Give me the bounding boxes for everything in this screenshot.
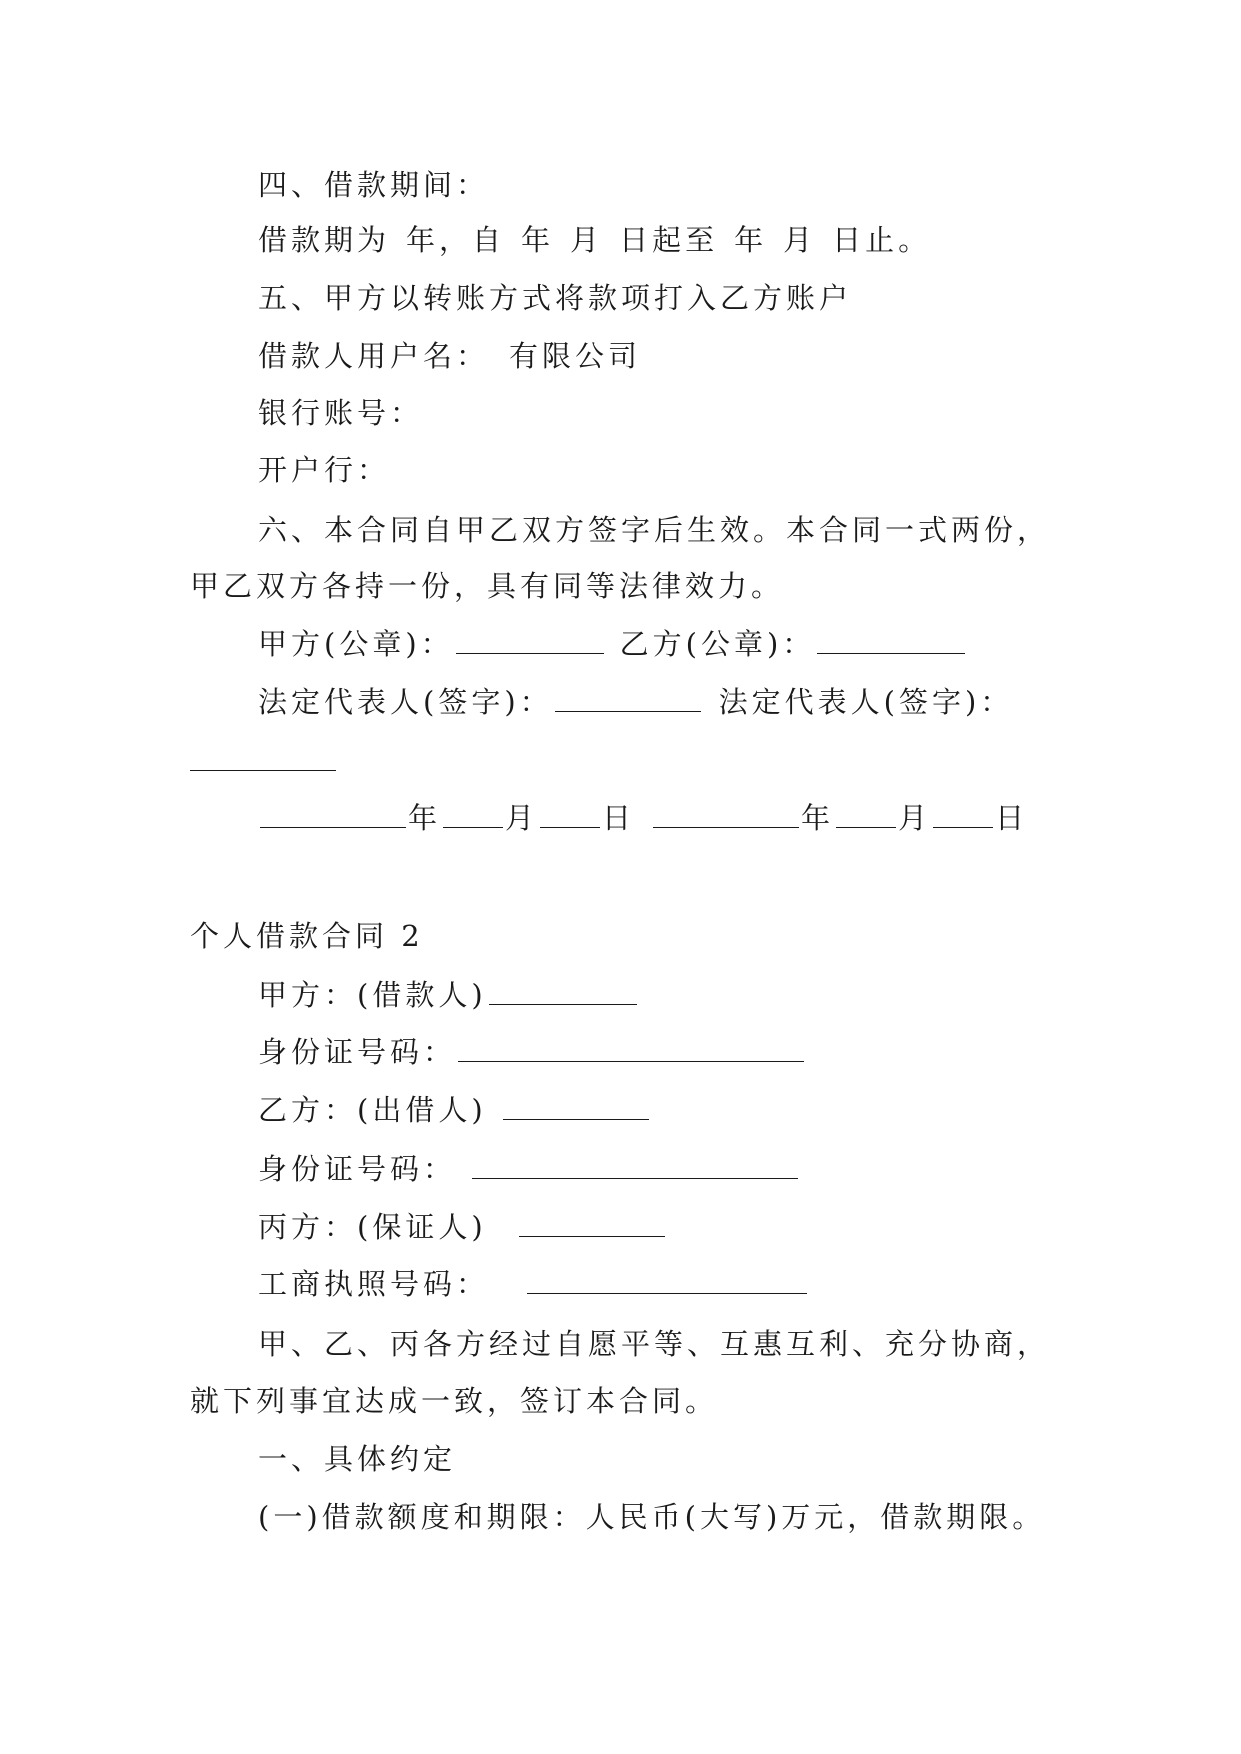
party-b-seal-label: 乙方(公章)： xyxy=(619,627,816,661)
clause1-heading: 一、具体约定 xyxy=(258,1442,457,1476)
account-name-line xyxy=(258,338,641,374)
day-b-blank xyxy=(933,803,993,828)
biz-license-line: 工商执照号码： xyxy=(258,1266,809,1302)
party-b-blank xyxy=(503,1095,649,1120)
id-no-b-blank xyxy=(472,1154,798,1179)
year-a-blank xyxy=(260,803,406,828)
legal-rep-line xyxy=(258,684,1013,720)
party-a-seal-label: 甲方(公章)： xyxy=(258,627,454,661)
preamble-line2: 就下列事宜达成一致，签订本合同。 xyxy=(190,1384,719,1418)
month-b-blank xyxy=(836,803,896,828)
party-c-line: 丙方：(保证人) xyxy=(258,1209,667,1245)
party-a-line: 甲方：(借款人) xyxy=(258,977,639,1013)
legal-rep-b-blank xyxy=(190,770,336,771)
party-b-seal-blank xyxy=(817,629,965,654)
year-b-blank xyxy=(653,803,799,828)
clause1-item1: (一)借款额度和期限：人民币(大写)万元，借款期限。 xyxy=(258,1500,1046,1534)
account-number-label: 银行账号： xyxy=(258,396,424,430)
day-a-blank xyxy=(540,803,600,828)
account-name-label: 借款人用户名： xyxy=(258,339,490,373)
party-c-blank xyxy=(519,1212,665,1237)
party-b-line: 乙方：(出借人) xyxy=(258,1092,651,1128)
legal-rep-a-label: 法定代表人(签字)： xyxy=(258,685,553,719)
date-line: 年 月 日 年 月 日 xyxy=(258,800,1028,836)
id-no-a-line: 身份证号码： xyxy=(258,1034,806,1070)
legal-rep-b-label: 法定代表人(签字)： xyxy=(718,685,1014,719)
loan-term-line: 借款期为 年，自 年 月 日起至 年 月 日止。 xyxy=(258,223,932,257)
section5-heading: 五、甲方以转账方式将款项打入乙方账户 xyxy=(258,281,853,315)
preamble-line1: 甲、乙、丙各方经过自愿平等、互惠互利、充分协商， xyxy=(258,1327,1051,1361)
biz-license-blank xyxy=(527,1269,807,1294)
party-a-seal-blank xyxy=(456,629,604,654)
id-no-b-line: 身份证号码： xyxy=(258,1151,800,1187)
id-no-a-blank xyxy=(458,1037,804,1062)
section4-heading: 四、借款期间： xyxy=(258,168,490,202)
section6-line1: 六、本合同自甲乙双方签字后生效。本合同一式两份， xyxy=(258,513,1051,547)
bank-label: 开户行： xyxy=(258,453,391,487)
contract2-title: 个人借款合同 2 xyxy=(190,919,424,953)
legal-rep-a-blank xyxy=(555,687,701,712)
party-a-blank xyxy=(489,980,637,1005)
seal-line xyxy=(258,626,967,662)
month-a-blank xyxy=(443,803,503,828)
section6-line2: 甲乙双方各持一份，具有同等法律效力。 xyxy=(190,569,785,603)
account-name-value: 有限公司 xyxy=(509,339,642,373)
